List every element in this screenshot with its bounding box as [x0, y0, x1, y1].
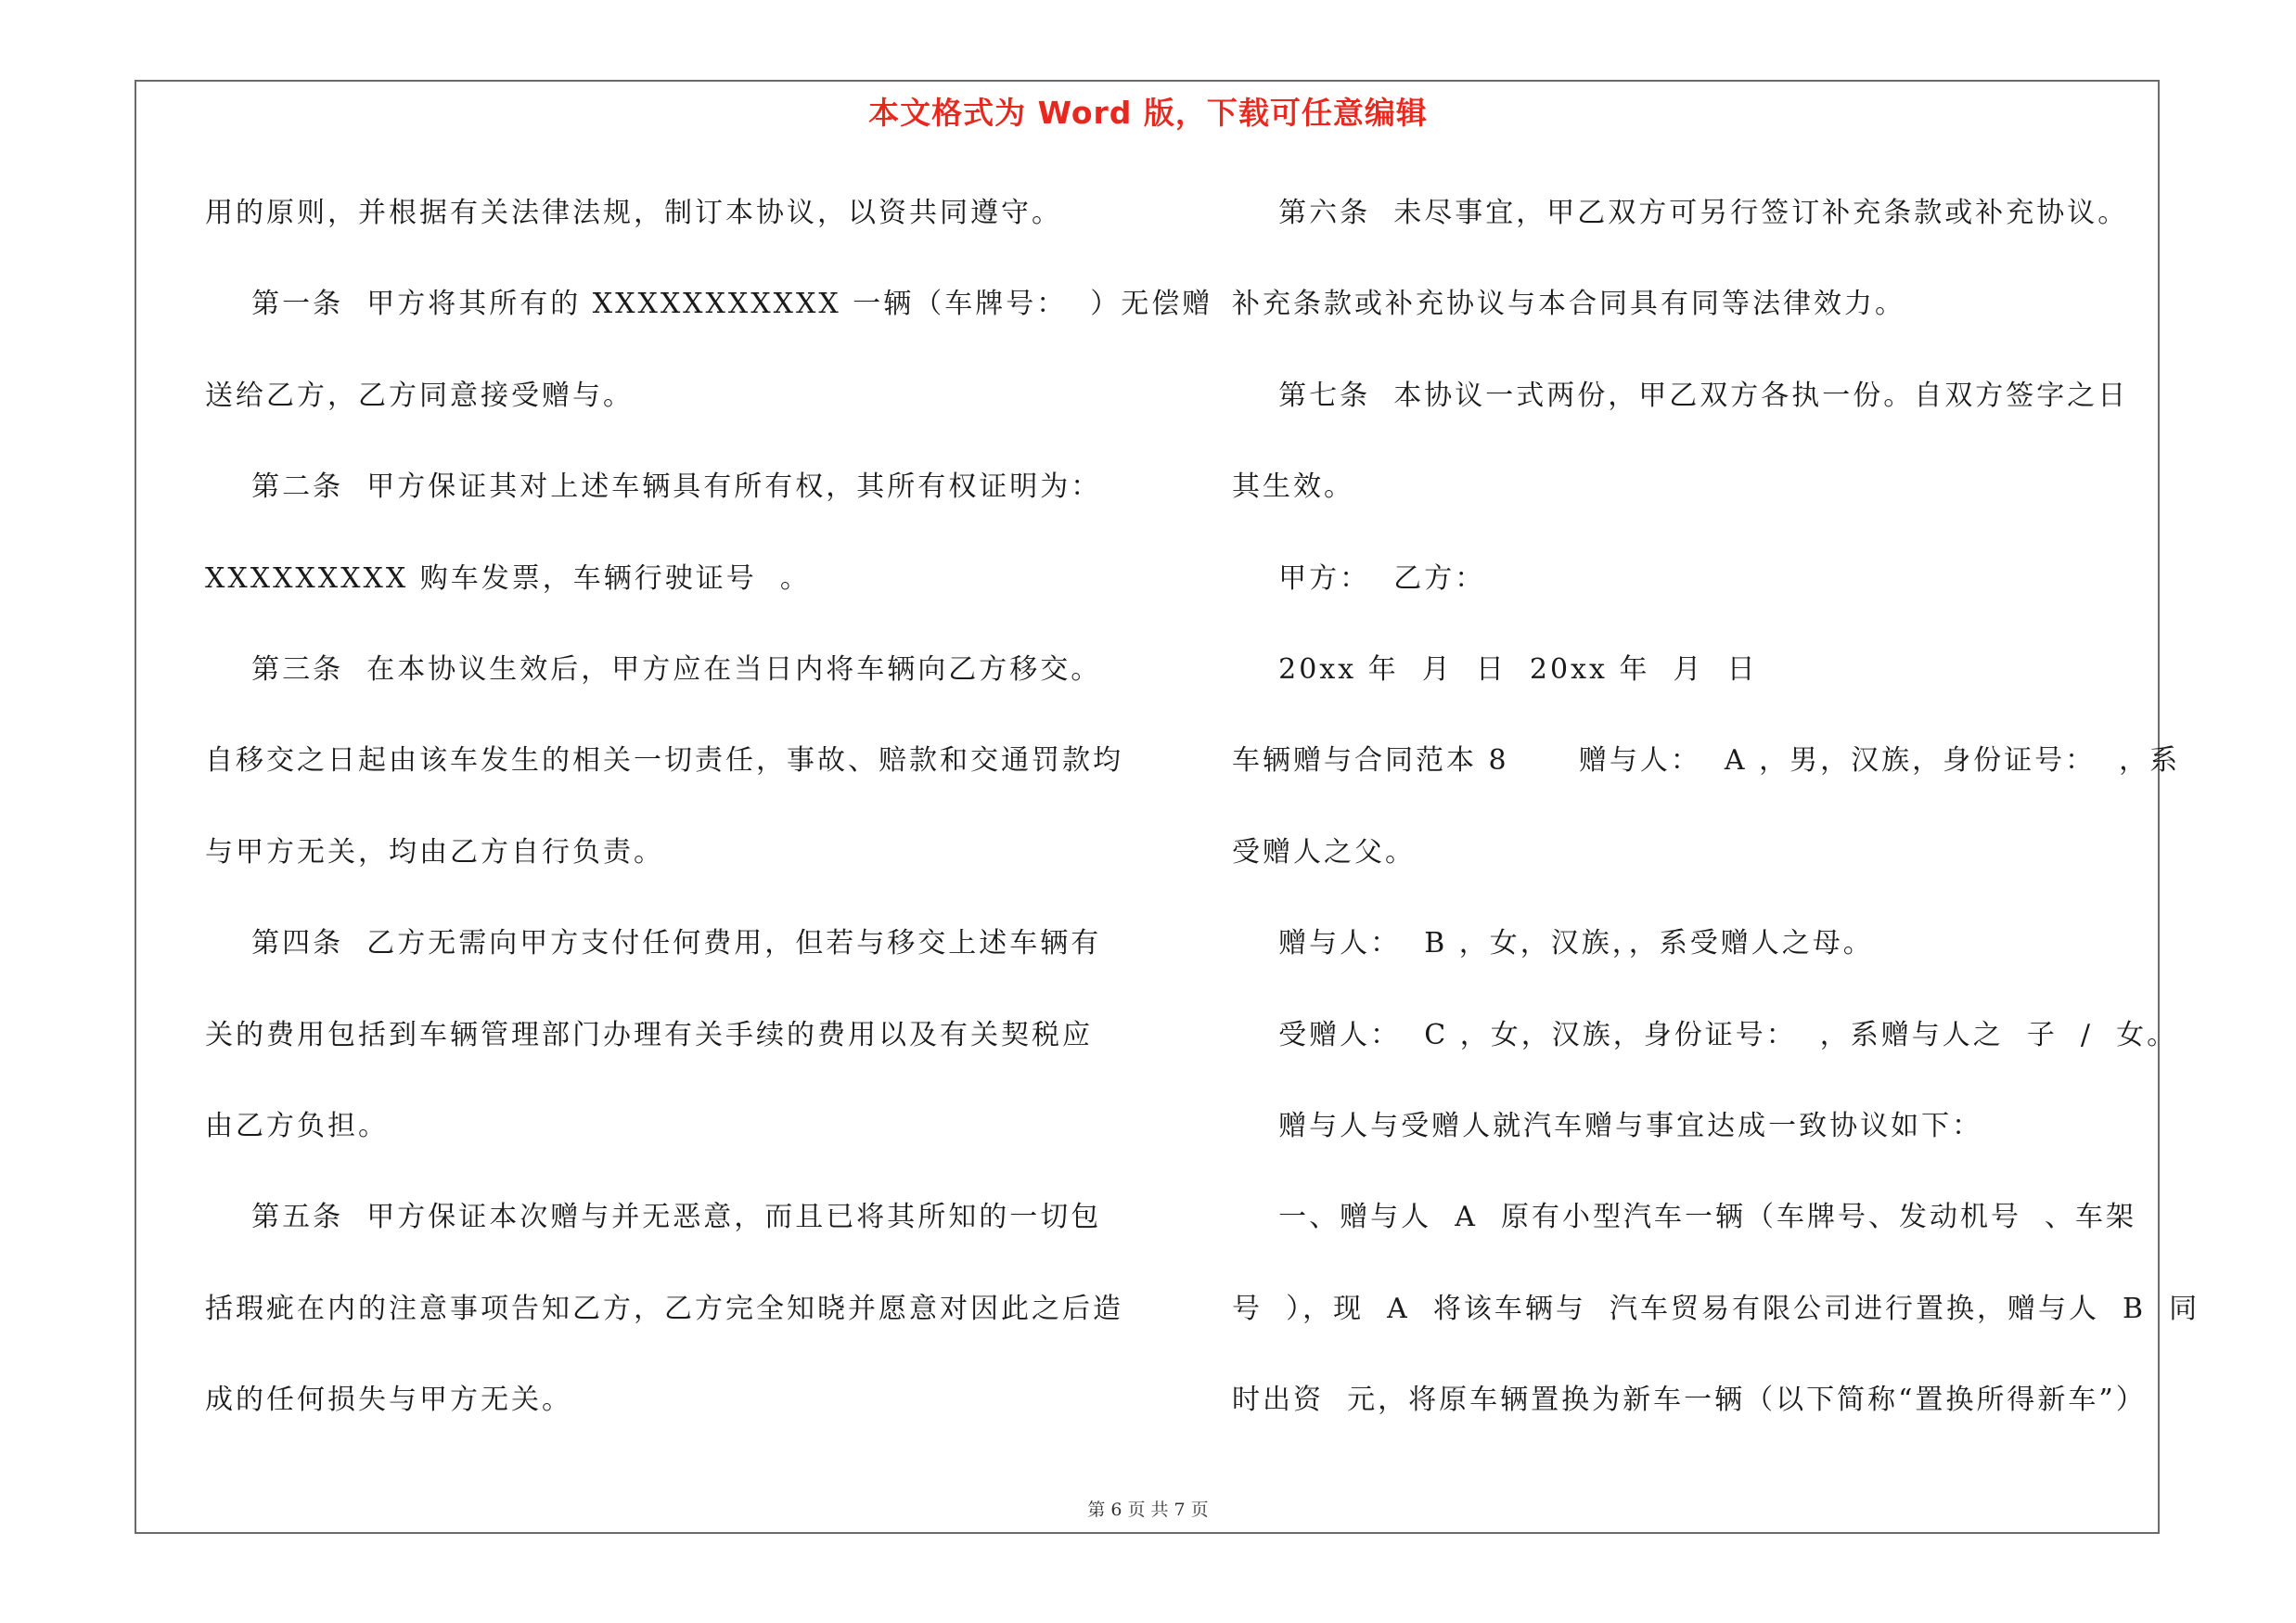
text-line: 成的任何损失与甲方无关。 [205, 1384, 572, 1417]
text-line: 第四条 乙方无需向甲方支付任何费用，但若与移交上述车辆有 [205, 927, 1102, 960]
text-line: 赠与人： B ，女，汉族，，系受赠人之母。 [1232, 927, 1874, 960]
right-text-column [1232, 186, 2200, 1463]
text-line: 括瑕疵在内的注意事项告知乙方，乙方完全知晓并愿意对因此之后造 [205, 1292, 1123, 1325]
text-line: 补充条款或补充协议与本合同具有同等法律效力。 [1232, 288, 1905, 321]
text-line: 第五条 甲方保证本次赠与并无恶意，而且已将其所知的一切包 [205, 1201, 1102, 1234]
text-line: 与甲方无关，均由乙方自行负责。 [205, 835, 664, 869]
text-line: 号 ），现 A 将该车辆与 汽车贸易有限公司进行置换，赠与人 B 同 [1232, 1292, 2200, 1325]
text-line: 自移交之日起由该车发生的相关一切责任，事故、赔款和交通罚款均 [205, 744, 1123, 778]
text-line: 第六条 未尽事宜，甲乙双方可另行签订补充条款或补充协议。 [1232, 197, 2129, 229]
text-line: 用的原则，并根据有关法律法规，制订本协议，以资共同遵守。 [205, 197, 1062, 229]
text-line: XXXXXXXXX 购车发票，车辆行驶证号 。 [205, 561, 811, 595]
text-line: 第一条 甲方将其所有的 XXXXXXXXXXX 一辆（车牌号： ）无偿赠 [205, 288, 1213, 321]
text-line: 第三条 在本协议生效后，甲方应在当日内将车辆向乙方移交。 [205, 652, 1102, 686]
page-number: 第 6 页 共 7 页 [1087, 1500, 1209, 1520]
text-line: 送给乙方，乙方同意接受赠与。 [205, 379, 634, 412]
text-line: 一、赠与人 A 原有小型汽车一辆（车牌号、发动机号 、车架 [1232, 1201, 2137, 1234]
text-line: 20xx 年 月 日 20xx 年 月 日 [1232, 652, 1758, 686]
text-line: 甲方： 乙方： [1232, 561, 1486, 595]
text-line: 第二条 甲方保证其对上述车辆具有所有权，其所有权证明为： [205, 470, 1102, 504]
word-format-banner: 本文格式为 Word 版，下载可任意编辑 [868, 95, 1428, 131]
text-line: 受赠人之父。 [1232, 835, 1416, 869]
text-line: 车辆赠与合同范本 8 赠与人： A ，男，汉族，身份证号： ，系 [1232, 744, 2181, 778]
text-line: 其生效。 [1232, 470, 1354, 504]
text-line: 关的费用包括到车辆管理部门办理有关手续的费用以及有关契税应 [205, 1018, 1093, 1051]
left-text-column [205, 186, 1213, 1463]
text-line: 时出资 元，将原车辆置换为新车一辆（以下简称“置换所得新车”） [1232, 1384, 2147, 1417]
text-line: 赠与人与受赠人就汽车赠与事宜达成一致协议如下： [1232, 1109, 1983, 1142]
text-line: 第七条 本协议一式两份，甲乙双方各执一份。自双方签字之日 [1232, 379, 2129, 412]
text-line: 由乙方负担。 [205, 1109, 389, 1142]
text-line: 受赠人： C ，女，汉族，身份证号： ，系赠与人之 子 / 女。 [1232, 1018, 2178, 1051]
